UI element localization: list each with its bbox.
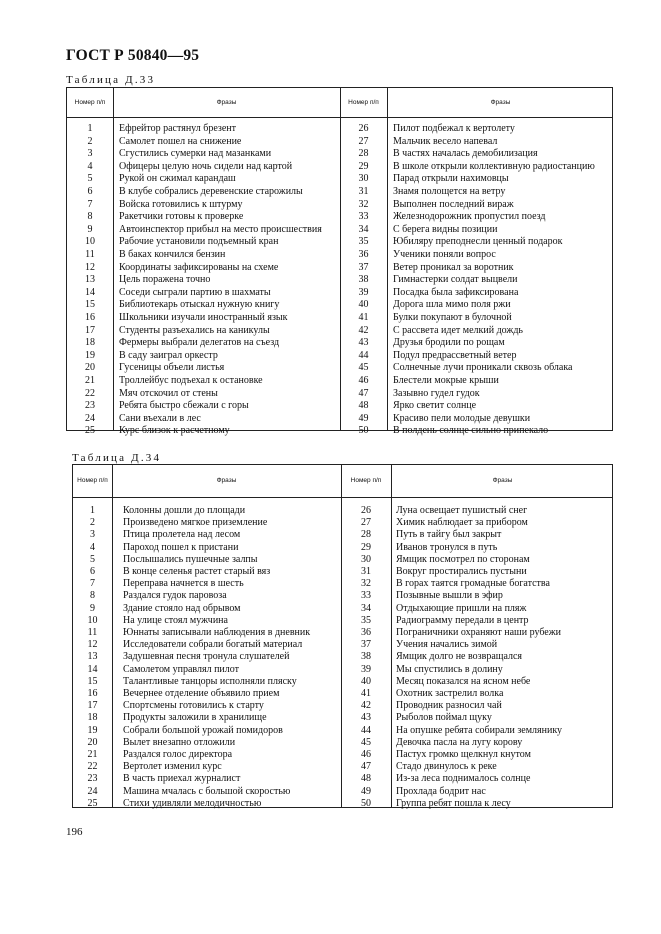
row-number: 15 [85, 299, 95, 311]
row-phrase: Студенты разъехались на каникулы [119, 324, 270, 336]
row-number: 10 [87, 614, 98, 626]
row-phrase: Охотник застрелил волка [396, 688, 504, 699]
row-number: 12 [85, 261, 95, 273]
table-row [67, 311, 612, 324]
table-row [73, 541, 612, 554]
row-number: 6 [90, 566, 95, 577]
row-number: 32 [361, 578, 371, 590]
table-row [67, 336, 612, 349]
row-number: 14 [87, 663, 98, 675]
row-phrase: Группа ребят пошла к лесу [396, 797, 511, 809]
row-number: 37 [358, 261, 369, 273]
row-phrase: Переправа начнется в шесть [123, 578, 244, 590]
row-phrase: Посадка была зафиксирована [393, 286, 519, 298]
row-number: 48 [361, 773, 371, 785]
row-number: 29 [361, 541, 371, 553]
row-phrase: Соседи сыграли партию в шахматы [119, 286, 271, 298]
row-number: 44 [358, 349, 369, 361]
row-number: 4 [87, 160, 93, 172]
row-phrase: Юбиляру преподнесли ценный подарок [393, 236, 563, 248]
row-number: 47 [358, 387, 369, 399]
row-phrase: В баках кончился бензин [119, 249, 226, 260]
row-phrase: Послышались пушечные залпы [123, 553, 258, 565]
row-phrase: Ветер проникал за воротник [393, 261, 514, 273]
table-row [67, 172, 612, 185]
row-number: 47 [361, 761, 371, 773]
row-phrase: Ямщик посмотрел по сторонам [396, 553, 530, 565]
row-number: 31 [361, 566, 371, 577]
row-phrase: Подул предрассветный ветер [393, 349, 517, 361]
row-phrase: Пастух громко щелкнул кнутом [396, 749, 531, 760]
row-phrase: Ученики поняли вопрос [393, 249, 496, 260]
row-number: 46 [358, 375, 369, 386]
row-phrase: Рабочие установили подъемный кран [119, 236, 279, 248]
row-number: 22 [87, 761, 98, 773]
table-row [67, 210, 612, 223]
row-phrase: Ефрейтор растянул брезент [119, 123, 236, 134]
row-number: 32 [358, 198, 369, 210]
row-phrase: Стадо двинулось к реке [396, 761, 497, 773]
row-number: 1 [87, 123, 93, 134]
row-phrase: Юннаты записывали наблюдения в дневник [123, 627, 311, 638]
row-phrase: В часть приехал журналист [123, 773, 241, 785]
row-phrase: Солнечные лучи проникали сквозь облака [393, 362, 573, 374]
table-row [67, 387, 612, 400]
row-number: 27 [358, 135, 369, 147]
row-number: 6 [87, 186, 93, 197]
row-phrase: Девочка пасла на лугу корову [396, 736, 523, 748]
row-number: 16 [87, 688, 98, 699]
row-number: 26 [358, 123, 369, 134]
row-number: 8 [87, 211, 93, 223]
row-number: 35 [361, 614, 371, 626]
row-number: 49 [361, 785, 371, 797]
row-number: 26 [361, 505, 371, 516]
table-row [73, 785, 612, 798]
row-number: 9 [87, 223, 93, 235]
row-phrase: Луна освещает пушистый снег [396, 505, 528, 516]
table-row [73, 577, 612, 590]
row-phrase: Самолетом управлял пилот [123, 663, 240, 675]
row-number: 34 [358, 223, 369, 235]
row-number: 3 [90, 529, 95, 541]
table-row [67, 147, 612, 160]
row-phrase: В частях началась демобилизация [393, 148, 538, 160]
table-row [67, 261, 612, 274]
row-number: 5 [87, 173, 93, 185]
row-phrase: Школьники изучали иностранный язык [119, 312, 288, 323]
row-number: 42 [361, 700, 371, 712]
row-number: 10 [85, 236, 95, 248]
row-number: 13 [87, 651, 98, 663]
row-number: 43 [361, 712, 371, 724]
row-phrase: Позывные вышли в эфир [396, 590, 503, 602]
row-phrase: В саду заиграл оркестр [119, 349, 218, 361]
row-phrase: С рассвета идет мелкий дождь [393, 324, 523, 336]
row-number: 36 [358, 249, 369, 260]
table-row [67, 324, 612, 337]
row-number: 7 [90, 578, 95, 590]
row-phrase: Пилот подбежал к вертолету [393, 123, 515, 134]
row-number: 49 [358, 412, 369, 424]
row-number: 19 [87, 724, 98, 736]
table-row [67, 286, 612, 299]
row-phrase: Троллейбус подъехал к остановке [119, 375, 263, 386]
document-title: ГОСТ Р 50840—95 [66, 47, 200, 64]
table-row [73, 589, 612, 602]
row-number: 23 [87, 773, 98, 785]
row-phrase: В школе открыли коллективную радиостанцию [393, 160, 595, 172]
row-phrase: Булки покупают в булочной [393, 312, 512, 323]
row-number: 2 [90, 517, 95, 529]
row-phrase: Стихи удивляли мелодичностью [123, 797, 262, 809]
row-phrase: Пароход пошел к пристани [123, 541, 239, 553]
row-phrase: Ямщик долго не возвращался [396, 651, 523, 663]
row-number: 19 [85, 349, 95, 361]
row-phrase: Птица пролетела над лесом [123, 529, 241, 541]
row-number: 17 [85, 324, 95, 336]
header-phrases-right: Фразы [492, 477, 513, 484]
row-phrase: В полдень солнце сильно припекало [393, 425, 549, 437]
row-phrase: Парад открыли нахимовцы [393, 173, 509, 185]
row-phrase: Собрали большой урожай помидоров [123, 724, 283, 736]
row-phrase: Раздался гудок паровоза [123, 590, 227, 602]
row-phrase: Гимнастерки солдат выцвели [393, 274, 518, 286]
table-row [73, 528, 612, 541]
table-row [73, 675, 612, 688]
row-number: 42 [358, 324, 369, 336]
row-number: 43 [358, 337, 369, 349]
table-row [67, 235, 612, 248]
table-row [67, 248, 612, 261]
row-number: 16 [85, 312, 95, 323]
row-number: 38 [361, 651, 371, 663]
row-phrase: Химик наблюдает за прибором [396, 517, 528, 529]
row-number: 4 [90, 541, 95, 553]
row-phrase: Произведено мягкое приземление [123, 517, 268, 529]
row-phrase: Мяч отскочил от стены [119, 387, 218, 399]
table-d34 [72, 464, 613, 808]
table-row [73, 748, 612, 761]
row-number: 30 [358, 173, 369, 185]
table-row [73, 724, 612, 737]
row-phrase: Блестели мокрые крыши [393, 375, 499, 386]
row-number: 39 [361, 663, 371, 675]
row-number: 18 [87, 712, 98, 724]
row-phrase: Отдыхающие пришли на пляж [396, 602, 527, 614]
table-row [73, 614, 612, 627]
row-phrase: Цель поражена точно [119, 274, 211, 286]
row-number: 1 [90, 505, 95, 516]
row-phrase: Раздался голос директора [123, 749, 233, 760]
table-row [67, 185, 612, 198]
row-number: 8 [90, 590, 95, 602]
row-number: 22 [85, 387, 95, 399]
table-row [73, 736, 612, 749]
row-number: 31 [358, 186, 369, 197]
row-number: 50 [358, 425, 369, 437]
row-phrase: Проводник разносил чай [396, 700, 502, 712]
row-phrase: Иванов тронулся в путь [396, 541, 498, 553]
table-row [67, 412, 612, 425]
row-phrase: На улице стоял мужчина [123, 614, 228, 626]
row-phrase: Исследователи собрали богатый материал [123, 639, 303, 651]
table-row [73, 650, 612, 663]
table-row [73, 602, 612, 615]
row-number: 27 [361, 517, 371, 529]
row-phrase: Курс близок к расчетному [119, 425, 230, 437]
row-phrase: Друзья бродили по рощам [393, 337, 505, 349]
table-row [67, 399, 612, 412]
row-phrase: Ракетчики готовы к проверке [119, 211, 244, 223]
row-phrase: Спортсмены готовились к старту [123, 700, 264, 712]
row-phrase: Пограничники охраняют наши рубежи [396, 627, 561, 638]
table-row [73, 565, 612, 578]
row-phrase: На опушке ребята собирали землянику [396, 724, 563, 736]
row-number: 33 [358, 211, 369, 223]
row-number: 46 [361, 749, 371, 760]
row-phrase: Путь в тайгу был закрыт [396, 529, 502, 541]
row-number: 45 [358, 362, 369, 374]
row-phrase: С берега видны позиции [393, 223, 498, 235]
row-phrase: Железнодорожник пропустил поезд [393, 211, 546, 223]
row-number: 20 [87, 736, 98, 748]
row-number: 40 [361, 675, 371, 687]
row-phrase: Сгустились сумерки над мазанками [119, 148, 272, 160]
row-number: 5 [90, 553, 95, 565]
row-number: 45 [361, 736, 371, 748]
row-number: 20 [85, 362, 95, 374]
row-phrase: Машина мчалась с большой скоростью [123, 785, 291, 797]
row-number: 17 [87, 700, 98, 712]
table-caption-d33: Таблица Д.33 [66, 74, 156, 86]
row-phrase: Офицеры целую ночь сидели над картой [119, 160, 293, 172]
row-phrase: Вертолет изменил курс [123, 761, 222, 773]
table-row [67, 361, 612, 374]
table-row [67, 273, 612, 286]
table-row [73, 699, 612, 712]
row-phrase: Ярко светит солнце [393, 400, 477, 412]
row-number: 3 [87, 148, 93, 160]
table-row [73, 553, 612, 566]
table-row [73, 626, 612, 639]
table-caption-d34: Таблица Д.34 [72, 452, 162, 464]
row-number: 50 [361, 797, 371, 809]
row-phrase: В горах таятся громадные богатства [396, 578, 550, 590]
table-row [67, 135, 612, 148]
table-row [73, 663, 612, 676]
row-number: 48 [358, 400, 369, 412]
row-phrase: Войска готовились к штурму [119, 198, 243, 210]
table-row [67, 374, 612, 387]
table-row [67, 424, 612, 437]
row-phrase: Красиво пели молодые девушки [393, 412, 531, 424]
row-phrase: Выполнен последний вираж [393, 198, 514, 210]
row-number: 24 [85, 412, 95, 424]
row-phrase: Самолет пошел на снижение [119, 135, 242, 147]
row-phrase: Автоинспектор прибыл на место происшествия [119, 223, 322, 235]
row-phrase: Радиограмму передали в центр [396, 614, 529, 626]
row-number: 21 [85, 375, 95, 386]
row-number: 28 [361, 529, 371, 541]
table-d33 [66, 87, 613, 437]
row-phrase: Гусеницы объели листья [119, 362, 225, 374]
row-number: 33 [361, 590, 371, 602]
row-phrase: Вокруг простирались пустыни [396, 566, 527, 577]
row-number: 28 [358, 148, 369, 160]
header-phrases-left: Фразы [216, 477, 237, 484]
row-phrase: Из-за леса поднималось солнце [396, 773, 531, 785]
row-number: 38 [358, 274, 369, 286]
table-row [67, 122, 612, 135]
row-number: 11 [85, 249, 95, 260]
row-number: 23 [85, 400, 95, 412]
row-number: 21 [87, 749, 98, 760]
table-row [73, 638, 612, 651]
row-phrase: Координаты зафиксированы на схеме [119, 261, 279, 273]
row-number: 30 [361, 553, 371, 565]
row-phrase: Мы спустились в долину [396, 663, 503, 675]
page-number: 196 [66, 826, 83, 838]
row-phrase: Задушевная песня тронула слушателей [123, 651, 290, 663]
header-number-left: Номер п/п [74, 98, 106, 106]
table-row [67, 198, 612, 211]
row-phrase: Рукой он сжимал карандаш [119, 173, 236, 185]
row-phrase: Библиотекарь отыскал нужную книгу [119, 299, 280, 311]
table-row [67, 349, 612, 362]
row-number: 12 [87, 639, 98, 651]
row-number: 34 [361, 602, 371, 614]
header-number-left: Номер п/п [77, 477, 108, 484]
row-number: 18 [85, 337, 95, 349]
row-phrase: Вечернее отделение объявило прием [123, 688, 280, 699]
row-phrase: Рыболов поймал щуку [396, 712, 492, 724]
row-phrase: Сани въехали в лес [119, 412, 201, 424]
row-number: 2 [87, 135, 93, 147]
row-phrase: В клубе собрались деревенские старожилы [119, 186, 303, 197]
table-row [73, 687, 612, 700]
row-phrase: Мальчик весело напевал [393, 135, 498, 147]
table-row [73, 516, 612, 529]
header-number-right: Номер п/п [350, 477, 382, 484]
row-number: 29 [358, 160, 369, 172]
row-number: 40 [358, 299, 369, 311]
row-number: 24 [87, 785, 98, 797]
row-phrase: Здание стояло над обрывом [123, 602, 241, 614]
row-number: 35 [358, 236, 369, 248]
header-number-right: Номер п/п [348, 98, 379, 106]
row-phrase: Ребята быстро сбежали с горы [119, 400, 249, 412]
row-phrase: Зазывно гудел гудок [393, 387, 480, 399]
table-row [67, 223, 612, 236]
row-phrase: Прохлада бодрит нас [396, 785, 486, 797]
row-number: 41 [358, 312, 369, 323]
row-phrase: Знамя полощется на ветру [393, 186, 506, 197]
row-number: 9 [90, 602, 95, 614]
row-phrase: Талантливые танцоры исполняли пляску [123, 675, 297, 687]
table-row [73, 760, 612, 773]
row-phrase: Колонны дошли до площади [123, 505, 246, 516]
header-phrases-right: Фразы [490, 98, 511, 106]
row-number: 15 [87, 675, 98, 687]
row-phrase: В конце селенья растет старый вяз [123, 566, 271, 577]
table-row [73, 797, 612, 810]
row-number: 25 [87, 797, 98, 809]
table-row [73, 504, 612, 517]
header-phrases-left: Фразы [216, 98, 237, 106]
row-number: 37 [361, 639, 371, 651]
row-phrase: Фермеры выбрали делегатов на съезд [119, 337, 280, 349]
table-row [67, 298, 612, 311]
row-number: 7 [87, 198, 93, 210]
row-number: 11 [87, 627, 98, 638]
row-phrase: Учения начались зимой [396, 639, 498, 651]
table-row [73, 711, 612, 724]
row-number: 25 [85, 425, 95, 437]
table-row [73, 772, 612, 785]
row-phrase: Продукты заложили в хранилище [123, 712, 267, 724]
row-number: 14 [85, 286, 95, 298]
row-number: 39 [358, 286, 369, 298]
row-number: 13 [85, 274, 95, 286]
row-number: 36 [361, 627, 371, 638]
row-phrase: Вылет внезапно отложили [123, 736, 236, 748]
row-phrase: Месяц показался на ясном небе [396, 675, 531, 687]
row-number: 44 [361, 724, 371, 736]
row-number: 41 [361, 688, 371, 699]
row-phrase: Дорога шла мимо поля ржи [393, 299, 511, 311]
table-row [67, 160, 612, 173]
